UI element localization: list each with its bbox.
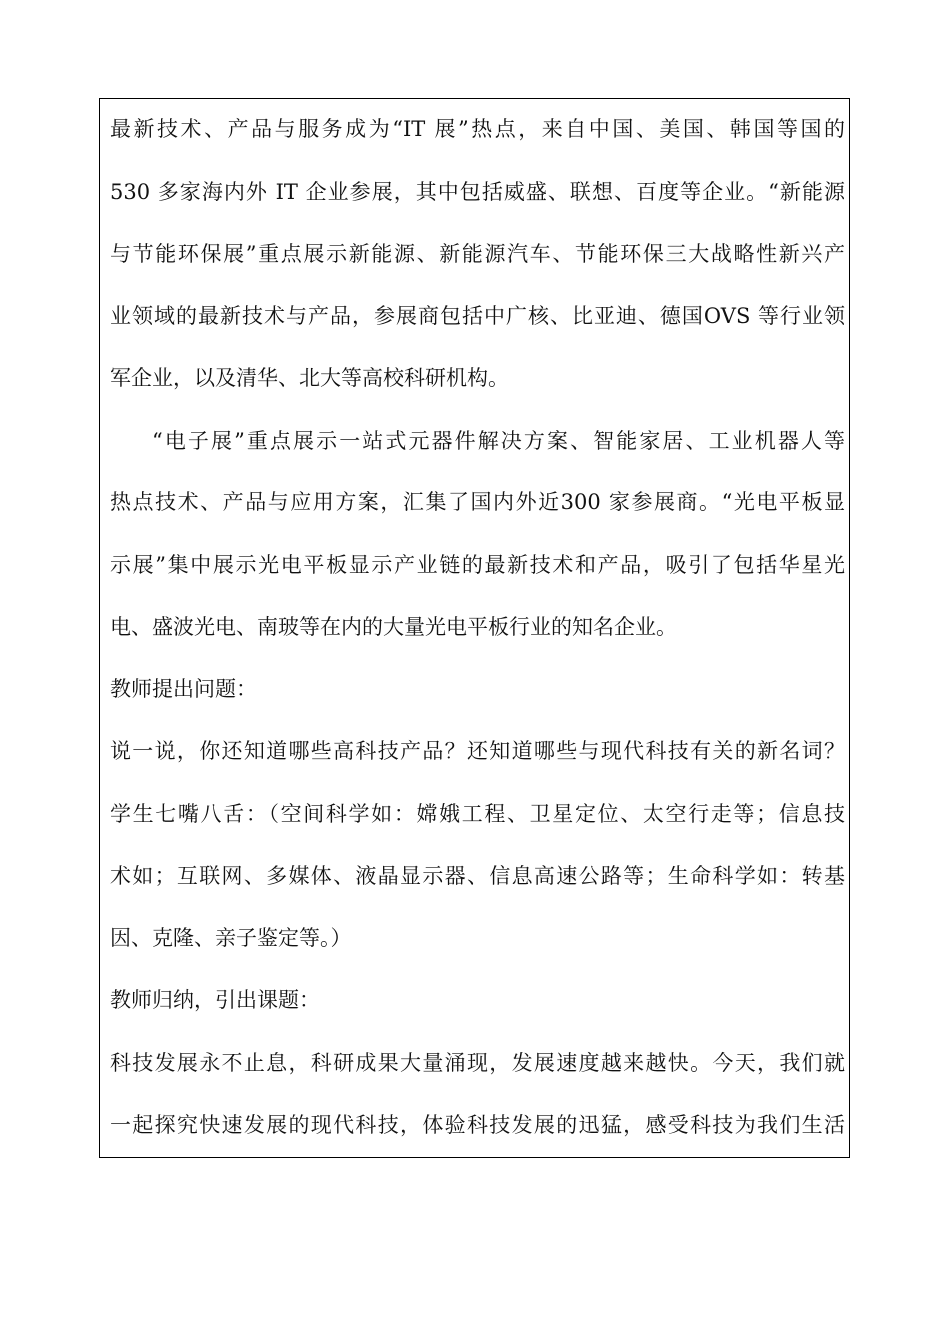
text-line-2: 530 多家海内外 IT 企业参展，其中包括威盛、联想、百度等企业。“新能源	[110, 180, 845, 204]
text-line-7: 热点技术、产品与应用方案，汇集了国内外近300 家参展商。“光电平板显	[110, 490, 845, 514]
text-line-13: 术如；互联网、多媒体、液晶显示器、信息高速公路等；生命科学如：转基	[110, 864, 845, 888]
text-line-8: 示展”集中展示光电平板显示产业链的最新技术和产品，吸引了包括华星光	[110, 553, 845, 577]
text-line-16: 科技发展永不止息，科研成果大量涌现，发展速度越来越快。今天，我们就	[110, 1051, 845, 1075]
text-line-10: 教师提出问题：	[110, 677, 257, 701]
text-line-17: 一起探究快速发展的现代科技，体验科技发展的迅猛，感受科技为我们生活	[110, 1113, 845, 1137]
text-line-15: 教师归纳，引出课题：	[110, 988, 320, 1012]
text-line-11: 说一说，你还知道哪些高科技产品？还知道哪些与现代科技有关的新名词？	[110, 739, 845, 763]
text-line-4: 业领域的最新技术与产品，参展商包括中广核、比亚迪、德国OVS 等行业领	[110, 304, 845, 328]
text-line-9: 电、盛波光电、南玻等在内的大量光电平板行业的知名企业。	[110, 615, 677, 639]
text-line-6: “电子展”重点展示一站式元器件解决方案、智能家居、工业机器人等	[152, 429, 845, 453]
text-line-3: 与节能环保展”重点展示新能源、新能源汽车、节能环保三大战略性新兴产	[110, 242, 845, 266]
text-line-1: 最新技术、产品与服务成为“IT 展”热点，来自中国、美国、韩国等国的	[110, 117, 845, 141]
text-line-14: 因、克隆、亲子鉴定等。）	[110, 926, 352, 950]
text-line-12: 学生七嘴八舌：（空间科学如：嫦娥工程、卫星定位、太空行走等；信息技	[110, 802, 845, 826]
content-box	[99, 98, 850, 1158]
text-line-5: 军企业，以及清华、北大等高校科研机构。	[110, 366, 509, 390]
